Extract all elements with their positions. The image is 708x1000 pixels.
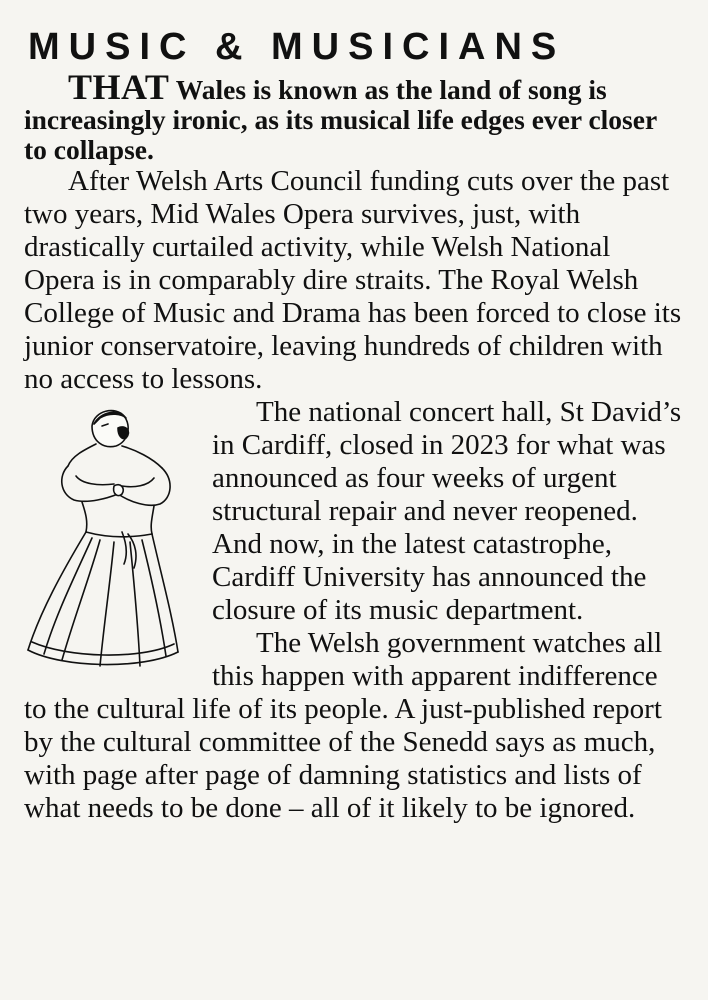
paragraph-3: The Welsh government watches all this happen with apparent indifference to the cultural life of its people. A just-published report by the cultural committee of the Senedd says as much, with page after page of damning statistics and lists of what needs to be done – all of it likely to be ignored. xyxy=(24,627,663,824)
paragraph-2: The national concert hall, St David’s in Cardiff, closed in 2023 for what was announced as four weeks of urgent structural repair and never reopened. And now, in the latest catastrophe, Cardiff University has announced the closure of its music department. xyxy=(212,396,682,626)
section-heading: MUSIC & MUSICIANS xyxy=(28,26,566,68)
lead-paragraph xyxy=(24,67,686,165)
singing-diva-illustration xyxy=(22,402,200,670)
lead-dropcap: THAT xyxy=(68,67,170,107)
article-body xyxy=(24,67,686,825)
paragraph-1: After Welsh Arts Council funding cuts over the past two years, Mid Wales Opera survives, just, with drastically curtailed activity, while Welsh National Opera is in comparably dire straits. The Royal Welsh College of Music and Drama has been forced to close its junior conservatoire, leaving hundreds of children with no access to lessons. xyxy=(24,165,682,395)
lead-text: Wales is known as the land of song is increasingly ironic, as its musical life edges ever closer to collapse. xyxy=(24,74,657,165)
